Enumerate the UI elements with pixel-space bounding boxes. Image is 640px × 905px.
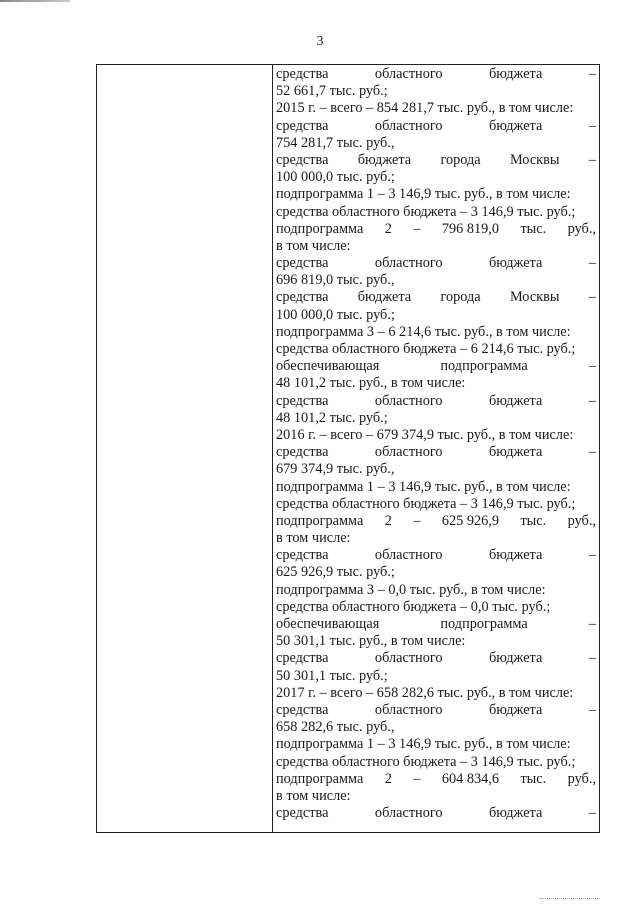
- page-number: 3: [316, 34, 324, 49]
- text-line: [276, 444, 596, 461]
- word: –: [413, 770, 421, 787]
- word: бюджета: [357, 151, 412, 168]
- word: бюджета: [489, 117, 543, 134]
- word: средства: [276, 151, 329, 168]
- text-line: 100 000,0 тыс. руб.;: [276, 306, 395, 323]
- text-line: подпрограмма 1 – 3 146,9 тыс. руб., в том числе:: [276, 736, 571, 753]
- word: подпрограмма: [276, 770, 364, 787]
- word: 2: [384, 512, 392, 529]
- text-line: 658 282,6 тыс. руб.,: [276, 719, 395, 736]
- word: руб.,: [567, 512, 596, 529]
- text-line: средства областного бюджета – 3 146,9 тыс. руб.;: [276, 495, 576, 512]
- word: бюджета: [489, 255, 543, 272]
- text-line: 679 374,9 тыс. руб.,: [276, 461, 395, 478]
- column-divider: [272, 64, 273, 833]
- word: областного: [374, 547, 443, 564]
- word: –: [588, 616, 596, 632]
- table-cell-right: [276, 66, 596, 822]
- word: средства: [276, 650, 329, 667]
- word: областного: [374, 701, 443, 718]
- word: подпрограмма: [440, 358, 528, 375]
- word: средства: [276, 392, 329, 409]
- word: средства: [276, 444, 329, 461]
- word: средства: [276, 66, 329, 82]
- word: –: [588, 392, 596, 409]
- text-line: средства областного бюджета – 3 146,9 тыс. руб.;: [276, 203, 576, 220]
- word: бюджета: [357, 289, 412, 306]
- word: руб.,: [567, 770, 596, 787]
- word: Москвы: [509, 289, 560, 306]
- word: –: [413, 512, 421, 529]
- text-line: [276, 255, 596, 272]
- word: –: [588, 805, 596, 822]
- text-line: 2015 г. – всего – 854 281,7 тыс. руб., в том числе:: [276, 100, 574, 117]
- word: –: [588, 358, 596, 375]
- word: –: [413, 220, 421, 237]
- text-line: 52 661,7 тыс. руб.;: [276, 83, 388, 100]
- text-line: [276, 616, 596, 633]
- word: бюджета: [489, 444, 543, 461]
- text-line: [276, 513, 596, 530]
- word: тыс.: [520, 512, 547, 529]
- word: –: [588, 289, 596, 306]
- text-line: [276, 66, 596, 83]
- text-line: [276, 650, 596, 667]
- word: –: [588, 547, 596, 564]
- word: –: [588, 151, 596, 168]
- text-line: [276, 358, 596, 375]
- word: 796 819,0: [441, 220, 500, 237]
- word: 2: [384, 220, 392, 237]
- text-line: 50 301,1 тыс. руб.;: [276, 667, 388, 684]
- word: обеспечивающая: [276, 358, 380, 375]
- word: средства: [276, 117, 329, 134]
- text-line: средства областного бюджета – 3 146,9 тыс. руб.;: [276, 753, 576, 770]
- text-line: подпрограмма 3 – 0,0 тыс. руб., в том числе:: [276, 581, 546, 598]
- text-line: 754 281,7 тыс. руб.,: [276, 134, 395, 151]
- word: города: [440, 151, 481, 168]
- text-line: [276, 547, 596, 564]
- word: средства: [276, 701, 329, 718]
- scan-edge-mark-bottom: [540, 897, 600, 899]
- word: средства: [276, 255, 329, 272]
- word: –: [588, 444, 596, 461]
- word: тыс.: [520, 770, 547, 787]
- text-line: [276, 118, 596, 135]
- word: областного: [374, 805, 443, 822]
- word: областного: [374, 255, 443, 272]
- text-line: 2017 г. – всего – 658 282,6 тыс. руб., в том числе:: [276, 684, 574, 701]
- text-line: [276, 289, 596, 306]
- word: областного: [374, 117, 443, 134]
- text-line: [276, 771, 596, 788]
- word: бюджета: [489, 66, 543, 82]
- word: тыс.: [520, 220, 547, 237]
- word: города: [440, 289, 481, 306]
- text-line: 100 000,0 тыс. руб.;: [276, 169, 395, 186]
- word: средства: [276, 289, 329, 306]
- word: обеспечивающая: [276, 616, 380, 632]
- word: –: [588, 255, 596, 272]
- word: бюджета: [489, 650, 543, 667]
- text-line: в том числе:: [276, 530, 351, 547]
- word: средства: [276, 547, 329, 564]
- word: руб.,: [567, 220, 596, 237]
- word: областного: [374, 66, 443, 82]
- word: Москвы: [509, 151, 560, 168]
- word: областного: [374, 650, 443, 667]
- text-line: 48 101,2 тыс. руб.;: [276, 409, 388, 426]
- text-line: средства областного бюджета – 6 214,6 тыс. руб.;: [276, 341, 576, 357]
- word: подпрограмма: [276, 512, 364, 529]
- word: –: [588, 66, 596, 82]
- text-line: 48 101,2 тыс. руб., в том числе:: [276, 375, 466, 392]
- text-line: средства областного бюджета – 0,0 тыс. руб.;: [276, 598, 551, 615]
- text-line: [276, 393, 596, 410]
- word: средства: [276, 805, 329, 822]
- text-line: 625 926,9 тыс. руб.;: [276, 564, 395, 581]
- word: бюджета: [489, 805, 543, 822]
- text-line: подпрограмма 1 – 3 146,9 тыс. руб., в том числе:: [276, 478, 571, 495]
- text-line: подпрограмма 1 – 3 146,9 тыс. руб., в том числе:: [276, 186, 571, 203]
- word: бюджета: [489, 392, 543, 409]
- word: –: [588, 701, 596, 718]
- word: 604 834,6: [441, 770, 500, 787]
- word: областного: [374, 392, 443, 409]
- word: подпрограмма: [440, 616, 528, 632]
- text-line: [276, 702, 596, 719]
- word: бюджета: [489, 547, 543, 564]
- text-line: в том числе:: [276, 237, 351, 254]
- word: –: [588, 117, 596, 134]
- word: –: [588, 650, 596, 667]
- word: областного: [374, 444, 443, 461]
- text-line: 696 819,0 тыс. руб.,: [276, 272, 395, 289]
- word: 2: [384, 770, 392, 787]
- text-line: [276, 805, 596, 822]
- text-line: подпрограмма 3 – 6 214,6 тыс. руб., в том числе:: [276, 323, 571, 340]
- word: 625 926,9: [441, 512, 500, 529]
- word: бюджета: [489, 701, 543, 718]
- text-line: [276, 152, 596, 169]
- text-line: 2016 г. – всего – 679 374,9 тыс. руб., в том числе:: [276, 426, 574, 443]
- text-line: [276, 221, 596, 238]
- text-line: в том числе:: [276, 787, 351, 804]
- scan-edge-mark: [0, 0, 70, 2]
- word: подпрограмма: [276, 220, 364, 237]
- text-line: 50 301,1 тыс. руб., в том числе:: [276, 633, 466, 650]
